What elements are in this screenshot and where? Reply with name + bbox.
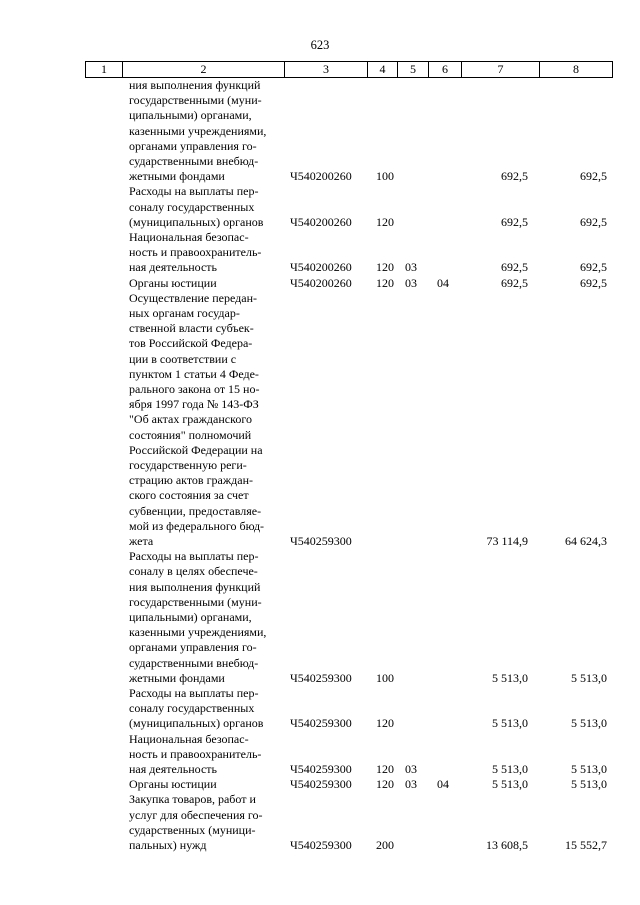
description-line: Органы юстиции [129, 275, 217, 290]
description-line: ных органам государ- [129, 306, 240, 320]
header-row [86, 62, 613, 78]
description-line: ния выполнения функций [129, 579, 261, 594]
header-col-7: 7 [462, 62, 540, 78]
description-line: казенными учреждениями, [129, 123, 267, 138]
row-code: Ч540259300 [290, 716, 352, 731]
description-line: (муниципальных) органов [129, 716, 264, 731]
description-line: Осуществление передан- [129, 290, 258, 305]
description-line: ность и правоохранитель- [129, 245, 262, 260]
description-line: состояния" полномочий [129, 427, 252, 442]
row-col-8: 5 513,0 [571, 777, 607, 792]
row-code: Ч540259300 [290, 670, 352, 685]
header-col-4: 4 [368, 62, 398, 78]
description-line: соналу государственных [129, 199, 255, 214]
description-line: (муниципальных) органов [129, 214, 264, 229]
description-line: услуг для обеспечения го- [129, 807, 263, 822]
row-col-8: 692,5 [580, 260, 607, 275]
column-header-table [85, 61, 613, 78]
row-description [129, 230, 279, 276]
row-col-6: 04 [437, 777, 449, 792]
description-line: органами управления го- [129, 640, 257, 655]
row-col-4: 120 [376, 761, 394, 776]
description-line: жета [129, 534, 154, 549]
description-line: ственной власти субъек- [129, 321, 254, 336]
description-line: казенными учреждениями, [129, 625, 267, 640]
row-col-4: 120 [376, 260, 394, 275]
description-line: пунктом 1 статьи 4 Феде- [129, 366, 259, 381]
row-col-7: 5 513,0 [492, 670, 528, 685]
page-number: 623 [310, 38, 330, 52]
row-col-7: 73 114,9 [486, 533, 528, 548]
header-col-3: 3 [285, 62, 368, 78]
row-description [129, 732, 279, 778]
description-line: сударственных (муници- [129, 822, 256, 837]
description-line: ского состояния за счет [129, 488, 249, 503]
row-description [129, 792, 279, 853]
description-line: Национальная безопас- [129, 731, 249, 746]
description-line: Расходы на выплаты пер- [129, 184, 259, 199]
row-col-7: 692,5 [501, 214, 528, 229]
row-col-8: 692,5 [580, 275, 607, 290]
row-code: Ч540259300 [290, 777, 352, 792]
description-line: жетными фондами [129, 670, 225, 685]
row-col-8: 64 624,3 [565, 533, 607, 548]
description-line: ября 1997 года № 143-ФЗ [129, 397, 259, 412]
description-line: Национальная безопас- [129, 230, 249, 244]
description-line: пальных) нужд [129, 838, 207, 852]
row-col-8: 5 513,0 [571, 670, 607, 685]
row-code: Ч540259300 [290, 761, 352, 776]
description-line: ципальными) органами, [129, 108, 252, 123]
description-line: жетными фондами [129, 169, 225, 184]
description-line: соналу в целях обеспече- [129, 564, 258, 579]
row-col-4: 120 [376, 214, 394, 229]
row-col-7: 13 608,5 [486, 837, 528, 852]
row-code: Ч540200260 [290, 260, 352, 275]
description-line: государственными (муни- [129, 594, 262, 609]
description-line: ность и правоохранитель- [129, 746, 262, 761]
row-col-7: 692,5 [501, 275, 528, 290]
row-col-4: 120 [376, 777, 394, 792]
row-description [129, 184, 279, 230]
row-col-5: 03 [405, 275, 417, 290]
description-line: страцию актов граждан- [129, 473, 253, 488]
row-col-7: 5 513,0 [492, 777, 528, 792]
header-col-5: 5 [398, 62, 429, 78]
row-col-7: 5 513,0 [492, 761, 528, 776]
row-col-4: 120 [376, 275, 394, 290]
row-col-4: 100 [376, 670, 394, 685]
row-col-5: 03 [405, 777, 417, 792]
description-line: сударственными внебюд- [129, 655, 259, 670]
row-col-6: 04 [437, 275, 449, 290]
description-line: Расходы на выплаты пер- [129, 549, 259, 564]
header-col-2: 2 [123, 62, 285, 78]
description-line: соналу государственных [129, 701, 255, 716]
header-col-1: 1 [86, 62, 123, 78]
row-col-8: 15 552,7 [565, 837, 607, 852]
description-line: Закупка товаров, работ и [129, 792, 256, 807]
description-line: ции в соответствии с [129, 351, 237, 366]
row-code: Ч540259300 [290, 837, 352, 852]
row-col-8: 5 513,0 [571, 716, 607, 731]
row-col-4: 120 [376, 716, 394, 731]
row-col-5: 03 [405, 761, 417, 776]
description-line: государственную реги- [129, 458, 247, 473]
description-line: рального закона от 15 но- [129, 382, 260, 397]
description-line: ния выполнения функций [129, 78, 261, 92]
description-line: сударственными внебюд- [129, 154, 259, 169]
description-line: ципальными) органами, [129, 610, 252, 624]
description-line: ная деятельность [129, 260, 218, 275]
row-description [129, 276, 279, 291]
row-code: Ч540259300 [290, 533, 352, 548]
description-line: Органы юстиции [129, 777, 217, 792]
description-line: Российской Федерации на [129, 442, 263, 457]
header-col-6: 6 [429, 62, 462, 78]
row-col-8: 5 513,0 [571, 761, 607, 776]
row-col-7: 692,5 [501, 260, 528, 275]
row-description [129, 686, 279, 732]
description-line: "Об актах гражданского [129, 412, 252, 427]
description-line: Расходы на выплаты пер- [129, 686, 259, 700]
description-line: мой из федерального бюд- [129, 518, 265, 533]
description-line: государственными (муни- [129, 93, 262, 108]
row-col-8: 692,5 [580, 169, 607, 184]
header-col-8: 8 [540, 62, 613, 78]
row-description [129, 549, 279, 686]
description-line: тов Российской Федера- [129, 336, 253, 351]
row-code: Ч540200260 [290, 169, 352, 184]
row-col-7: 692,5 [501, 169, 528, 184]
row-col-5: 03 [405, 260, 417, 275]
description-line: органами управления го- [129, 138, 257, 153]
row-col-4: 200 [376, 837, 394, 852]
description-line: ная деятельность [129, 762, 218, 776]
row-description [129, 291, 279, 549]
row-code: Ч540200260 [290, 214, 352, 229]
row-description [129, 78, 279, 184]
row-col-8: 692,5 [580, 214, 607, 229]
description-line: субвенции, предоставляе- [129, 503, 262, 518]
row-code: Ч540200260 [290, 275, 352, 290]
row-description [129, 777, 279, 792]
row-col-7: 5 513,0 [492, 716, 528, 731]
row-col-4: 100 [376, 169, 394, 184]
